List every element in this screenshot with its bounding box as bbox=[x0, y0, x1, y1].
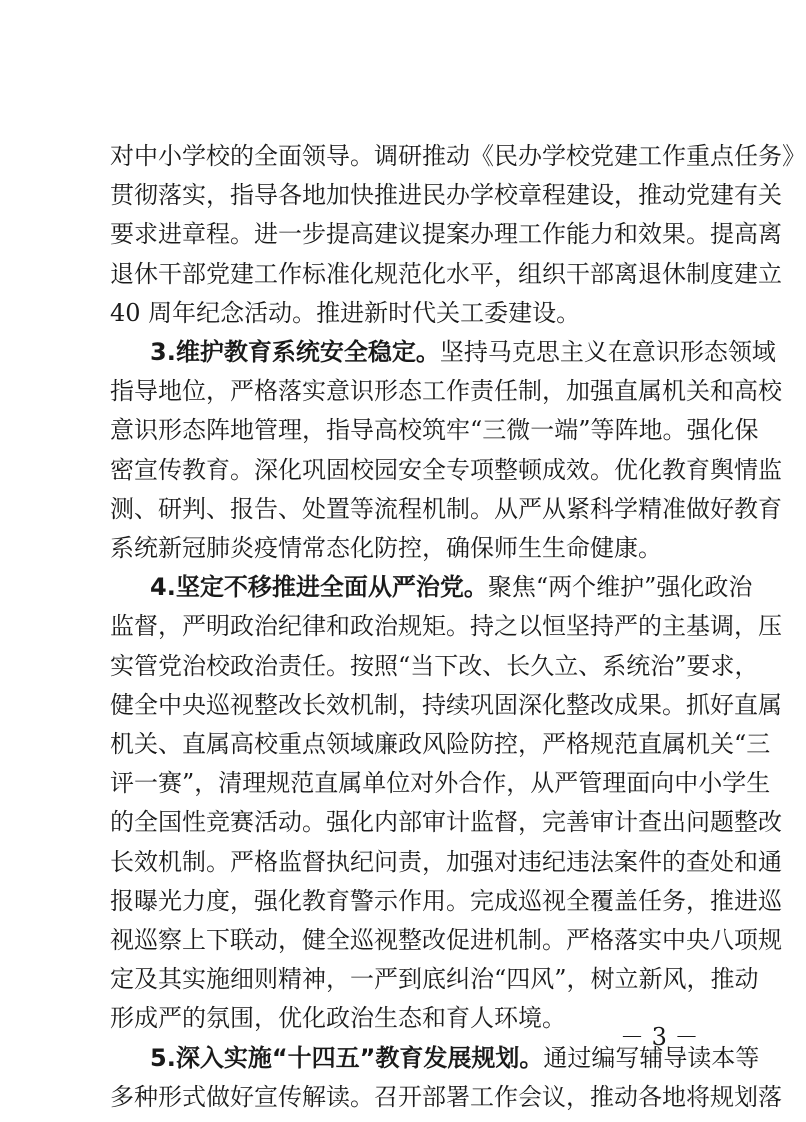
paragraph-line: 要求进章程。进一步提高建议提案办理工作能力和效果。提高离 bbox=[110, 220, 782, 249]
section-heading: 5.深入实施“十四五”教育发展规划。 bbox=[150, 1043, 544, 1072]
paragraph-line: 测、研判、报告、处置等流程机制。从严从紧科学精准做好教育 bbox=[110, 494, 782, 523]
paragraph-line: 健全中央巡视整改长效机制，持续巩固深化整改成果。抓好直属 bbox=[110, 690, 782, 719]
section-heading: 4.坚定不移推进全面从严治党。 bbox=[150, 573, 488, 602]
section-first-line bbox=[150, 332, 776, 372]
paragraph-line: 贯彻落实，指导各地加快推进民办学校章程建设，推动党建有关 bbox=[110, 181, 782, 210]
paragraph-line: 定及其实施细则精神，一严到底纠治“四风”，树立新风，推动 bbox=[110, 965, 759, 994]
section-first-line bbox=[150, 567, 753, 607]
paragraph-line: 多种形式做好宣传解读。召开部署工作会议，推动各地将规划落 bbox=[110, 1082, 782, 1111]
section-first-line-text: 通过编写辅导读本等 bbox=[543, 1043, 760, 1072]
paragraph-line: 视巡察上下联动，健全巡视整改促进机制。严格落实中央八项规 bbox=[110, 926, 782, 954]
paragraph-line: 对中小学校的全面领导。调研推动《民办学校党建工作重点任务》 bbox=[110, 142, 806, 170]
paragraph-line: 密宣传教育。深化巩固校园安全专项整顿成效。优化教育舆情监 bbox=[110, 455, 782, 484]
section-first-line-text: 坚持马克思主义在意识形态领域 bbox=[439, 338, 776, 366]
paragraph-line: 指导地位，严格落实意识形态工作责任制，加强直属机关和高校 bbox=[110, 377, 782, 406]
paragraph-line: 的全国性竞赛活动。强化内部审计监督，完善审计查出问题整改 bbox=[110, 808, 782, 837]
paragraph-line: 长效机制。严格监督执纪问责，加强对违纪违法案件的查处和通 bbox=[110, 847, 782, 876]
page-number: － 3 － bbox=[620, 1023, 699, 1051]
section-first-line-text: 聚焦“两个维护”强化政治 bbox=[487, 573, 753, 602]
paragraph-line: 形成严的氛围，优化政治生态和育人环境。 bbox=[110, 1004, 566, 1033]
paragraph-line: 实管党治校政治责任。按照“当下改、长久立、系统治”要求， bbox=[110, 651, 759, 680]
paragraph-line: 评一赛”，清理规范直属单位对外合作，从严管理面向中小学生 bbox=[110, 769, 771, 798]
section-first-line bbox=[150, 1038, 760, 1078]
paragraph-line: 意识形态阵地管理，指导高校筑牢“三微一端”等阵地。强化保 bbox=[110, 416, 759, 445]
paragraph-line: 报曝光力度，强化教育警示作用。完成巡视全覆盖任务，推进巡 bbox=[110, 886, 782, 915]
paragraph-line: 系统新冠肺炎疫情常态化防控，确保师生生命健康。 bbox=[110, 534, 662, 562]
paragraph-line: 退休干部党建工作标准化规范化水平，组织干部离退休制度建立 bbox=[110, 259, 782, 288]
paragraph-line: 机关、直属高校重点领域廉政风险防控，严格规范直属机关“三 bbox=[110, 730, 771, 758]
section-heading: 3.维护教育系统安全稳定。 bbox=[150, 338, 440, 366]
paragraph-line: 监督，严明政治纪律和政治规矩。持之以恒坚持严的主基调，压 bbox=[110, 612, 782, 641]
paragraph-line: 40 周年纪念活动。推进新时代关工委建设。 bbox=[110, 298, 581, 327]
